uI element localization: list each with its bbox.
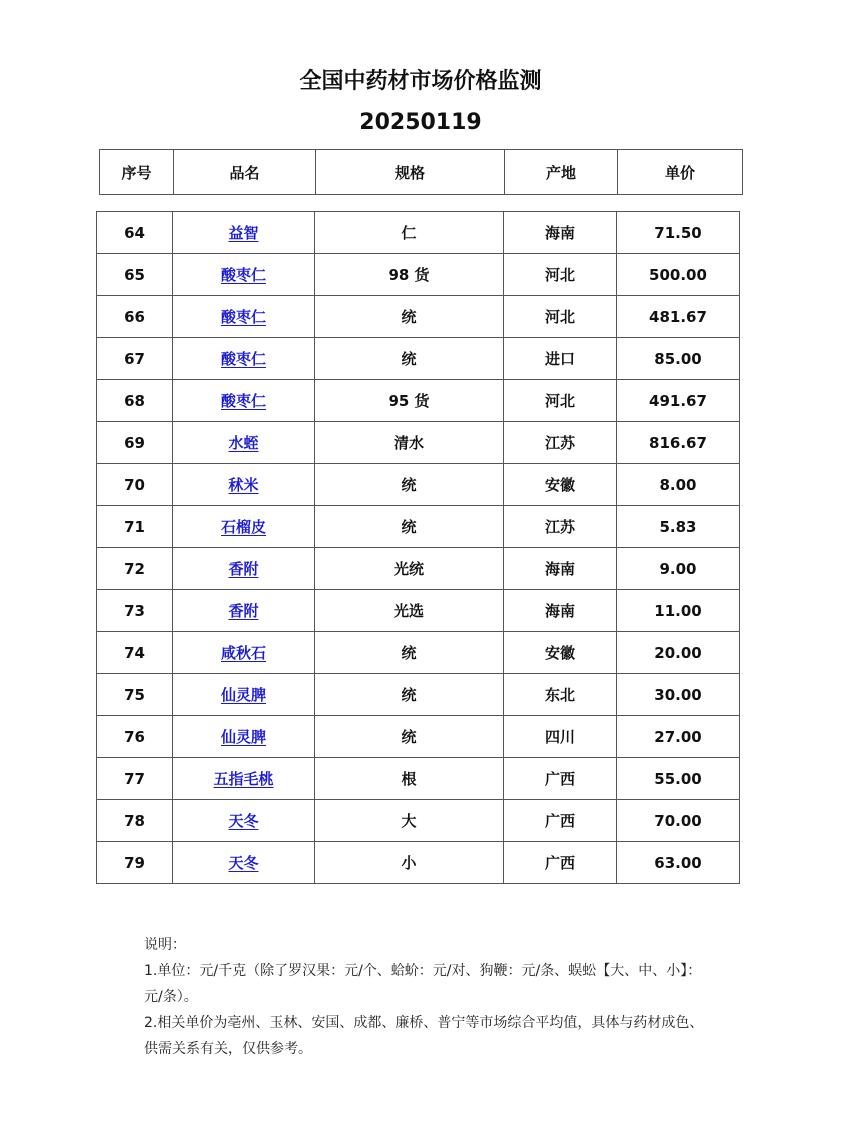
row-origin-cell: 广西 (504, 842, 617, 884)
row-origin-cell: 进口 (504, 338, 617, 380)
table-row (97, 842, 740, 884)
row-origin-cell: 河北 (504, 380, 617, 422)
row-spec-cell: 统 (315, 296, 504, 338)
row-price-cell: 11.00 (617, 590, 740, 632)
row-price-cell: 491.67 (617, 380, 740, 422)
row-price-cell: 481.67 (617, 296, 740, 338)
table-row (97, 632, 740, 674)
row-price-cell: 27.00 (617, 716, 740, 758)
price-table (96, 211, 740, 884)
row-no-cell: 66 (97, 296, 173, 338)
row-name-cell (173, 548, 315, 590)
header-no: 序号 (100, 150, 174, 195)
row-name-cell (173, 212, 315, 254)
notes-source: 2.相关单价为亳州、玉林、安国、成都、廉桥、普宁等市场综合平均值，具体与药材成色、供需关系有关，仅供参考。 (144, 1015, 704, 1057)
herb-name-link[interactable]: 益智 (228, 224, 259, 242)
header-spec: 规格 (316, 150, 505, 195)
header-price: 单价 (618, 150, 743, 195)
notes-unit: 1.单位：元/千克（除了罗汉果：元/个、蛤蚧：元/对、狗鞭：元/条、蜈蚣【大、中、小】：元/条）。 (144, 963, 702, 1005)
row-no-cell: 74 (97, 632, 173, 674)
row-name-cell (173, 758, 315, 800)
row-name-cell (173, 590, 315, 632)
row-price-cell: 5.83 (617, 506, 740, 548)
row-name-cell (173, 380, 315, 422)
row-origin-cell: 江苏 (504, 422, 617, 464)
notes-title: 说明： (144, 937, 186, 953)
row-no-cell: 72 (97, 548, 173, 590)
row-name-cell (173, 716, 315, 758)
row-origin-cell: 广西 (504, 758, 617, 800)
herb-name-link[interactable]: 香附 (228, 602, 259, 620)
report-date: 20250119 (359, 110, 482, 135)
table-row (97, 254, 740, 296)
notes (144, 932, 704, 1062)
herb-name-link[interactable]: 天冬 (228, 854, 259, 872)
row-no-cell: 78 (97, 800, 173, 842)
row-no-cell: 73 (97, 590, 173, 632)
herb-name-link[interactable]: 酸枣仁 (220, 350, 266, 368)
herb-name-link[interactable]: 香附 (228, 560, 259, 578)
herb-name-link[interactable]: 仙灵脾 (220, 686, 266, 704)
page-title: 全国中药材市场价格监测 (299, 69, 542, 94)
table-row (97, 422, 740, 464)
row-name-cell (173, 506, 315, 548)
table-row (97, 674, 740, 716)
row-no-cell: 67 (97, 338, 173, 380)
row-origin-cell: 东北 (504, 674, 617, 716)
row-price-cell: 71.50 (617, 212, 740, 254)
herb-name-link[interactable]: 仙灵脾 (220, 728, 266, 746)
row-spec-cell: 统 (315, 506, 504, 548)
row-spec-cell: 98 货 (315, 254, 504, 296)
row-price-cell: 500.00 (617, 254, 740, 296)
row-origin-cell: 四川 (504, 716, 617, 758)
row-spec-cell: 统 (315, 464, 504, 506)
row-spec-cell: 统 (315, 716, 504, 758)
row-price-cell: 8.00 (617, 464, 740, 506)
herb-name-link[interactable]: 咸秋石 (220, 644, 266, 662)
table-row (97, 212, 740, 254)
row-spec-cell: 统 (315, 674, 504, 716)
row-spec-cell: 大 (315, 800, 504, 842)
row-name-cell (173, 422, 315, 464)
herb-name-link[interactable]: 水蛭 (228, 434, 259, 452)
row-no-cell: 69 (97, 422, 173, 464)
row-origin-cell: 海南 (504, 548, 617, 590)
table-row (97, 800, 740, 842)
row-name-cell (173, 842, 315, 884)
row-origin-cell: 江苏 (504, 506, 617, 548)
row-spec-cell: 仁 (315, 212, 504, 254)
row-origin-cell: 安徽 (504, 464, 617, 506)
table-row (97, 758, 740, 800)
herb-name-link[interactable]: 秫米 (228, 476, 259, 494)
header-row (100, 150, 743, 195)
row-origin-cell: 河北 (504, 254, 617, 296)
row-name-cell (173, 800, 315, 842)
herb-name-link[interactable]: 酸枣仁 (220, 266, 266, 284)
row-origin-cell: 海南 (504, 212, 617, 254)
header-origin: 产地 (505, 150, 618, 195)
row-origin-cell: 海南 (504, 590, 617, 632)
table-header (99, 149, 743, 195)
table-row (97, 380, 740, 422)
row-price-cell: 55.00 (617, 758, 740, 800)
row-no-cell: 68 (97, 380, 173, 422)
table-row (97, 296, 740, 338)
table-row (97, 548, 740, 590)
row-name-cell (173, 254, 315, 296)
herb-name-link[interactable]: 五指毛桃 (213, 770, 274, 788)
table-row (97, 716, 740, 758)
herb-name-link[interactable]: 天冬 (228, 812, 259, 830)
row-price-cell: 9.00 (617, 548, 740, 590)
row-name-cell (173, 464, 315, 506)
row-price-cell: 816.67 (617, 422, 740, 464)
herb-name-link[interactable]: 酸枣仁 (220, 392, 266, 410)
row-spec-cell: 光选 (315, 590, 504, 632)
row-price-cell: 70.00 (617, 800, 740, 842)
row-no-cell: 65 (97, 254, 173, 296)
table-row (97, 338, 740, 380)
table-row (97, 590, 740, 632)
row-no-cell: 77 (97, 758, 173, 800)
row-spec-cell: 根 (315, 758, 504, 800)
row-name-cell (173, 296, 315, 338)
row-price-cell: 85.00 (617, 338, 740, 380)
row-origin-cell: 河北 (504, 296, 617, 338)
row-price-cell: 30.00 (617, 674, 740, 716)
row-no-cell: 64 (97, 212, 173, 254)
row-no-cell: 75 (97, 674, 173, 716)
row-no-cell: 76 (97, 716, 173, 758)
row-name-cell (173, 338, 315, 380)
herb-name-link[interactable]: 酸枣仁 (220, 308, 266, 326)
row-no-cell: 79 (97, 842, 173, 884)
herb-name-link[interactable]: 石榴皮 (220, 518, 266, 536)
row-spec-cell: 统 (315, 632, 504, 674)
row-spec-cell: 小 (315, 842, 504, 884)
header-name: 品名 (174, 150, 316, 195)
row-price-cell: 20.00 (617, 632, 740, 674)
table-row (97, 506, 740, 548)
row-origin-cell: 安徽 (504, 632, 617, 674)
row-name-cell (173, 632, 315, 674)
table-row (97, 464, 740, 506)
row-name-cell (173, 674, 315, 716)
row-no-cell: 71 (97, 506, 173, 548)
row-spec-cell: 光统 (315, 548, 504, 590)
row-origin-cell: 广西 (504, 800, 617, 842)
row-price-cell: 63.00 (617, 842, 740, 884)
row-spec-cell: 清水 (315, 422, 504, 464)
row-spec-cell: 统 (315, 338, 504, 380)
row-no-cell: 70 (97, 464, 173, 506)
row-spec-cell: 95 货 (315, 380, 504, 422)
